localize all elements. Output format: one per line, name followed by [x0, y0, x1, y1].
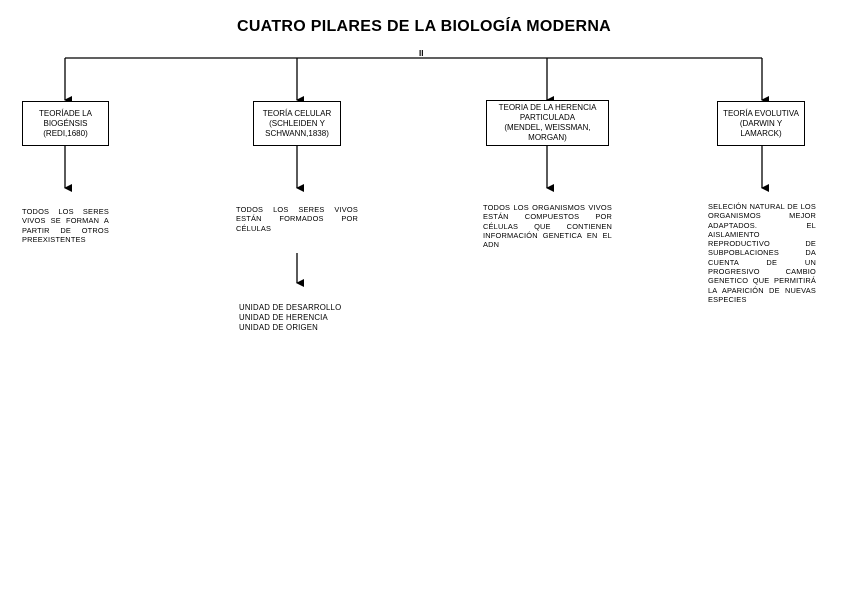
- box-line: BIOGÉNSIS: [43, 118, 88, 128]
- box-line: LAMARCK): [740, 128, 782, 138]
- box-line: (SCHLEIDEN Y: [269, 118, 325, 128]
- top-marker: II: [419, 49, 424, 58]
- box-line: (DARWIN Y: [739, 118, 783, 128]
- sub-item: UNIDAD DE ORIGEN: [239, 323, 319, 332]
- box-line: SCHWANN,1838): [265, 128, 329, 138]
- box-line: (MENDEL, WEISSMAN,: [504, 123, 591, 132]
- box-line: MORGAN): [528, 133, 567, 142]
- description-evolution: SELECIÓN NATURAL DE LOS ORGANISMOS MEJOR ADAPTADOS. EL AISLAMIENTO REPRODUCTIVO DE SUBPOBLACIONES DA CUENTA DE UN PROGRESIVO CAMBIO GENETICO QUE PERMITIRÁ LA APARICIÓN DE NUEVAS ESPECIES: [708, 202, 816, 304]
- theory-box-evolution: [717, 101, 805, 146]
- box-line: TEORÍA CELULAR: [262, 108, 332, 118]
- description-cellular: TODOS LOS SERES VIVOS ESTÁN FORMADOS POR CÉLULAS: [236, 205, 358, 233]
- description-heredity: TODOS LOS ORGANISMOS VIVOS ESTÁN COMPUESTOS POR CÉLULAS QUE CONTIENEN INFORMACIÓN GENETICA EN EL ADN: [483, 203, 612, 250]
- sub-item: UNIDAD DE HERENCIA: [239, 313, 328, 322]
- theory-box-biogenesis: [22, 101, 109, 146]
- cellular-sub-items: [239, 303, 341, 333]
- box-line: TEORIA DE LA HERENCIA: [498, 103, 597, 112]
- theory-box-heredity: [486, 100, 609, 146]
- description-biogenesis: TODOS LOS SERES VIVOS SE FORMAN A PARTIR DE OTROS PREEXISTENTES: [22, 207, 109, 244]
- theory-box-cellular: [253, 101, 341, 146]
- sub-item: UNIDAD DE DESARROLLO: [239, 303, 342, 312]
- box-line: TEORÍA EVOLUTIVA: [723, 108, 799, 118]
- box-line: PARTICULADA: [519, 113, 576, 122]
- box-line: (REDI,1680): [43, 128, 88, 138]
- page-title: CUATRO PILARES DE LA BIOLOGÍA MODERNA: [236, 18, 612, 35]
- box-line: TEORÍADE LA: [39, 108, 92, 118]
